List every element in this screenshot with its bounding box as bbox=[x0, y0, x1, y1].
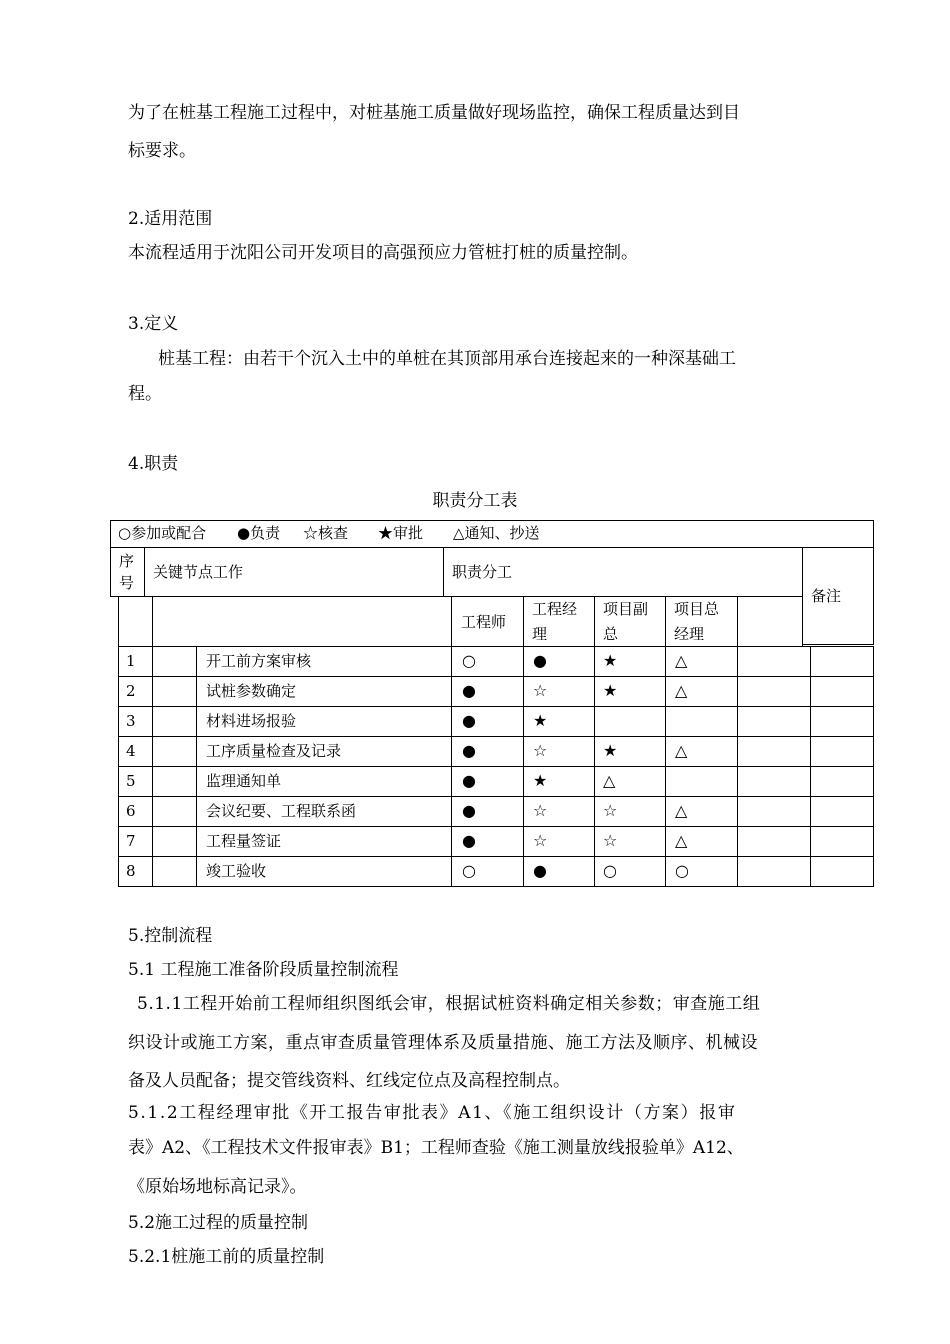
section-5-1-2-line-2: 表》A2、《工程技术文件报审表》B1；工程师查验《施工测量放线报验单》A12、 bbox=[128, 1138, 744, 1158]
row-task: 工程量签证 bbox=[206, 832, 282, 850]
row-engineer: ○ bbox=[462, 651, 476, 670]
header-engineer: 工程师 bbox=[461, 613, 507, 631]
row-no: 5 bbox=[126, 772, 136, 790]
header-seq-1: 序 bbox=[119, 552, 135, 570]
row-deputy: ☆ bbox=[603, 801, 618, 820]
row-engineer: ● bbox=[462, 741, 476, 760]
row-engineer: ● bbox=[462, 801, 476, 820]
section-5-title: 5.控制流程 bbox=[128, 926, 213, 946]
row-no: 3 bbox=[126, 712, 136, 730]
header-key-work: 关键节点工作 bbox=[153, 563, 244, 581]
row-task: 竣工验收 bbox=[206, 862, 267, 880]
row-gm: △ bbox=[675, 801, 688, 820]
row-gm: △ bbox=[675, 831, 688, 850]
row-blank-cell bbox=[737, 736, 811, 767]
section-3-title: 3.定义 bbox=[128, 314, 179, 334]
row-no: 6 bbox=[126, 802, 136, 820]
row-group-cell bbox=[152, 856, 197, 887]
row-group-cell bbox=[152, 766, 197, 797]
row-group-cell bbox=[152, 736, 197, 767]
table-caption: 职责分工表 bbox=[432, 491, 518, 511]
row-pm: ● bbox=[533, 651, 547, 670]
row-remarks-cell bbox=[810, 856, 874, 887]
header-pm-1: 工程经 bbox=[532, 600, 578, 618]
row-task: 会议纪要、工程联系函 bbox=[206, 802, 357, 820]
row-engineer: ● bbox=[462, 681, 476, 700]
row-no: 7 bbox=[126, 832, 136, 850]
row-gm: △ bbox=[675, 681, 688, 700]
row-remarks-cell bbox=[810, 796, 874, 827]
legend-notify: △通知、抄送 bbox=[453, 524, 540, 542]
row-gm-cell bbox=[665, 706, 738, 737]
header2-seq-cell bbox=[118, 596, 153, 647]
section-3-body-line-2: 程。 bbox=[128, 384, 162, 404]
row-pm: ● bbox=[533, 861, 547, 880]
section-5-2-title: 5.2施工过程的质量控制 bbox=[128, 1213, 309, 1233]
row-no: 1 bbox=[126, 652, 136, 670]
legend-participate: ○参加或配合 bbox=[118, 524, 207, 542]
row-engineer: ● bbox=[462, 771, 476, 790]
row-deputy: ★ bbox=[603, 681, 618, 700]
row-pm: ★ bbox=[533, 711, 548, 730]
section-4-title: 4.职责 bbox=[128, 454, 179, 474]
row-engineer: ● bbox=[462, 711, 476, 730]
row-pm: ☆ bbox=[533, 801, 548, 820]
row-remarks-cell bbox=[810, 706, 874, 737]
row-no: 4 bbox=[126, 742, 136, 760]
row-pm: ★ bbox=[533, 771, 548, 790]
row-deputy: ★ bbox=[603, 741, 618, 760]
row-task: 试桩参数确定 bbox=[206, 682, 297, 700]
section-2-title: 2.适用范围 bbox=[128, 209, 213, 229]
row-blank-cell bbox=[737, 826, 811, 857]
row-group-cell bbox=[152, 646, 197, 677]
row-blank-cell bbox=[737, 676, 811, 707]
row-task: 材料进场报验 bbox=[206, 712, 297, 730]
header-blank-cell bbox=[737, 596, 803, 647]
row-remarks-cell bbox=[810, 766, 874, 797]
intro-line-2: 标要求。 bbox=[128, 141, 196, 161]
row-task: 开工前方案审核 bbox=[206, 652, 312, 670]
row-gm: △ bbox=[675, 651, 688, 670]
row-blank-cell bbox=[737, 706, 811, 737]
header-gm-2: 经理 bbox=[674, 625, 705, 643]
row-group-cell bbox=[152, 676, 197, 707]
section-3-body-line-1: 桩基工程：由若干个沉入土中的单桩在其顶部用承台连接起来的一种深基础工 bbox=[158, 349, 736, 369]
legend-responsible: ●负责 bbox=[237, 524, 281, 542]
header-seq-2: 号 bbox=[119, 574, 135, 592]
row-task: 工序质量检查及记录 bbox=[206, 742, 342, 760]
section-5-2-1-title: 5.2.1桩施工前的质量控制 bbox=[128, 1247, 325, 1267]
row-pm: ☆ bbox=[533, 831, 548, 850]
section-5-1-2-line-3: 《原始场地标高记录》。 bbox=[128, 1177, 307, 1197]
row-gm-cell bbox=[665, 766, 738, 797]
row-no: 2 bbox=[126, 682, 136, 700]
row-group-cell bbox=[152, 706, 197, 737]
row-deputy: ☆ bbox=[603, 831, 618, 850]
row-pm: ☆ bbox=[533, 741, 548, 760]
row-engineer: ● bbox=[462, 831, 476, 850]
section-5-1-1-line-3: 备及人员配备；提交管线资料、红线定位点及高程控制点。 bbox=[128, 1071, 570, 1091]
row-gm: △ bbox=[675, 741, 688, 760]
row-blank-cell bbox=[737, 856, 811, 887]
row-group-cell bbox=[152, 826, 197, 857]
row-engineer: ○ bbox=[462, 861, 476, 880]
section-2-body: 本流程适用于沈阳公司开发项目的高强预应力管桩打桩的质量控制。 bbox=[128, 243, 638, 263]
section-5-1-1-line-2: 织设计或施工方案，重点审查质量管理体系及质量措施、施工方法及顺序、机械设 bbox=[128, 1033, 758, 1053]
header-deputy-2: 总 bbox=[603, 625, 619, 643]
row-blank-cell bbox=[737, 646, 811, 677]
row-deputy: ★ bbox=[603, 651, 618, 670]
row-no: 8 bbox=[126, 862, 136, 880]
header-deputy-1: 项目副 bbox=[603, 600, 649, 618]
header-remarks: 备注 bbox=[811, 587, 842, 605]
legend-approve: ★审批 bbox=[378, 524, 424, 542]
legend-check: ☆核查 bbox=[303, 524, 349, 542]
row-remarks-cell bbox=[810, 826, 874, 857]
row-deputy-cell bbox=[594, 706, 666, 737]
row-deputy: △ bbox=[603, 771, 616, 790]
row-blank-cell bbox=[737, 766, 811, 797]
header-pm-2: 理 bbox=[532, 625, 548, 643]
row-pm: ☆ bbox=[533, 681, 548, 700]
row-deputy: ○ bbox=[603, 861, 617, 880]
row-remarks-cell bbox=[810, 676, 874, 707]
row-remarks-cell bbox=[810, 646, 874, 677]
row-gm: ○ bbox=[675, 861, 689, 880]
row-blank-cell bbox=[737, 796, 811, 827]
intro-line-1: 为了在桩基工程施工过程中，对桩基施工质量做好现场监控，确保工程质量达到目 bbox=[128, 103, 740, 123]
section-5-1-2-line-1: 5.1.2工程经理审批《开工报告审批表》A1、《施工组织设计（方案）报审 bbox=[128, 1103, 737, 1123]
row-group-cell bbox=[152, 796, 197, 827]
section-5-1-1-line-1: 5.1.1工程开始前工程师组织图纸会审，根据试桩资料确定相关参数；审查施工组 bbox=[137, 994, 761, 1014]
header-duty: 职责分工 bbox=[452, 563, 513, 581]
header-gm-1: 项目总 bbox=[674, 600, 720, 618]
header2-key-work-cell bbox=[152, 596, 452, 647]
row-remarks-cell bbox=[810, 736, 874, 767]
row-task: 监理通知单 bbox=[206, 772, 282, 790]
section-5-1-title: 5.1 工程施工准备阶段质量控制流程 bbox=[128, 960, 399, 980]
